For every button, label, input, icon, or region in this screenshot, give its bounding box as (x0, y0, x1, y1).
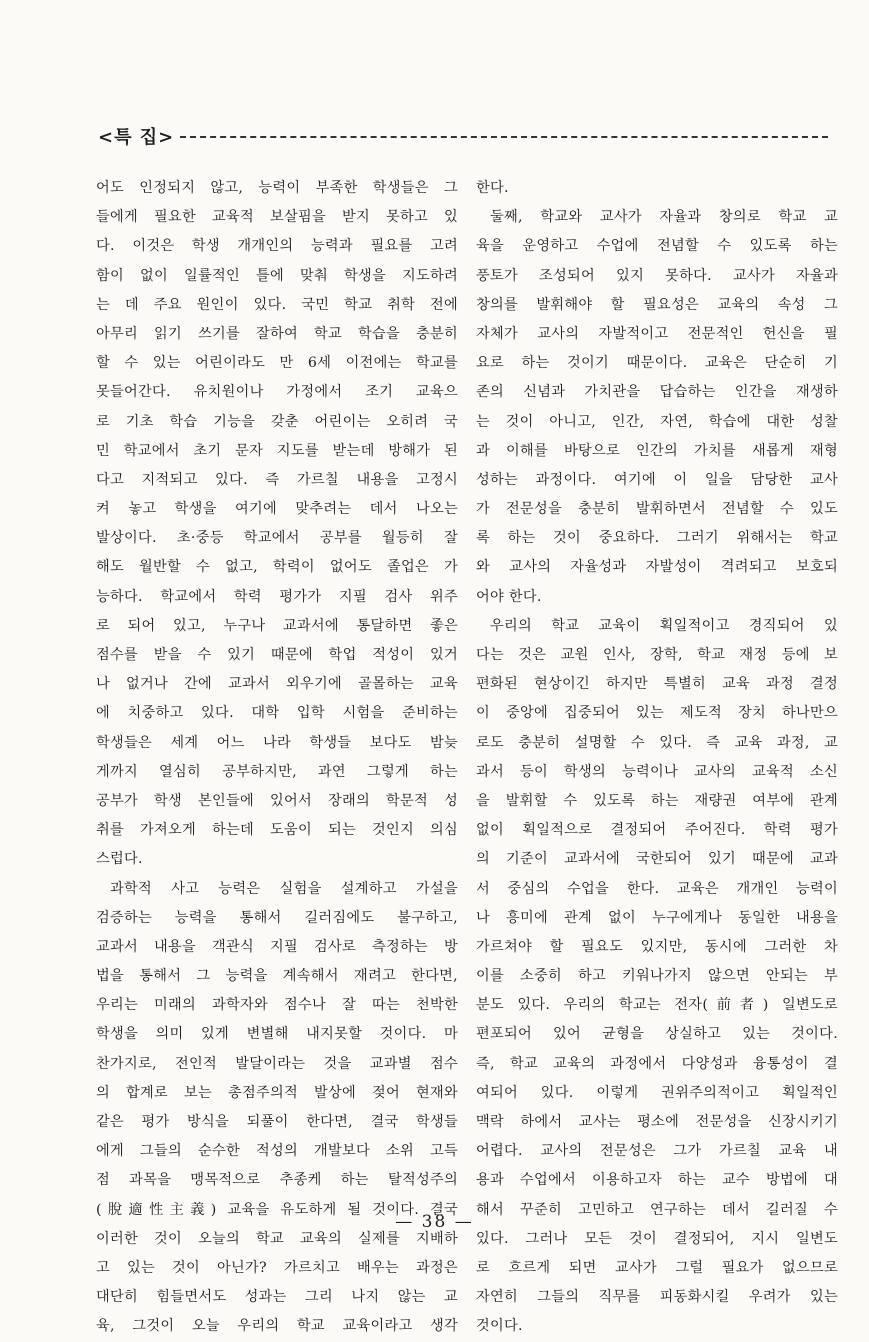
text-line: 로 되어 있고, 누구나 교과서에 통달하면 좋은 (96, 617, 458, 634)
text-line: 창의를 발휘해야 할 필요성은 교육의 속성 그 (476, 296, 838, 313)
text-line: 능하다. 학교에서 학력 평가가 지필 검사 위주 (96, 588, 458, 605)
text-line: 요로 하는 것이기 때문이다. 교육은 단순히 기 (476, 355, 838, 372)
text-line: 어렵다. 교사의 전문성은 그가 가르칠 교육 내 (476, 1143, 838, 1160)
text-line: 학생을 의미 있게 변별해 내지못할 것이다. 마 (96, 1026, 458, 1043)
text-line: 로 흐르게 되면 교사가 그럴 필요가 없으므로 (476, 1259, 838, 1276)
text-line: 의 합계로 보는 총점주의적 발상에 젖어 현재와 (96, 1084, 458, 1101)
dashed-rule (180, 136, 828, 138)
text-line: 할 수 있는 어린이라도 만 6세 이전에는 학교를 (96, 355, 458, 372)
text-line: 육을 운영하고 수업에 전념할 수 있도록 하는 (476, 238, 838, 255)
text-line: 과서 등이 학생의 능력이나 교사의 교육적 소신 (476, 763, 838, 780)
text-line: 것이다. (476, 1318, 523, 1335)
text-line: 로 기초 학습 기능을 갖춘 어린이는 오히려 국 (96, 413, 458, 430)
text-line: 가르쳐야 할 필요도 있지만, 동시에 그러한 차 (476, 938, 838, 955)
text-line: 검증하는 능력을 통해서 길러짐에도 불구하고, (96, 909, 458, 926)
text-line: 다고 지적되고 있다. 즉 가르칠 내용을 고정시 (96, 471, 458, 488)
text-line: 어야 한다. (476, 588, 542, 605)
text-line: 아무리 읽기 쓰기를 잘하여 학교 학습을 충분히 (96, 325, 458, 342)
text-line: 맥락 하에서 교사는 평소에 전문성을 신장시키기 (476, 1114, 838, 1130)
text-line: 와 교사의 자율성과 자발성이 격려되고 보호되 (476, 559, 838, 576)
text-line: 법을 통해서 그 능력을 계속해서 재려고 한다면, (96, 968, 458, 985)
text-line: 대단히 힘들면서도 성과는 그리 나지 않는 교 (96, 1289, 458, 1306)
text-line: 과학적 사고 능력은 실험을 설계하고 가설을 (110, 880, 458, 897)
text-line: 한다. (476, 180, 509, 196)
text-line: 나 흥미에 관계 없이 누구에게나 동일한 내용을 (476, 909, 838, 926)
text-line: 을 발휘할 수 있도록 하는 재량권 여부에 관계 (476, 792, 838, 809)
section-header (98, 124, 828, 148)
text-line: 육, 그것이 오늘 우리의 학교 교육이라고 생각 (96, 1318, 458, 1335)
text-line: 발상이다. 초·중등 학교에서 공부를 월등히 잘 (96, 530, 458, 547)
text-line: 로도 충분히 설명할 수 있다. 즉 교육 과정, 교 (476, 734, 838, 751)
text-line: 이를 소중히 하고 키워나가지 않으면 안되는 부 (476, 968, 838, 985)
text-line: 점 과목을 맹목적으로 추종케 하는 탈적성주의 (96, 1172, 458, 1189)
text-line: 편포되어 있어 균형을 상실하고 있는 것이다. (476, 1026, 838, 1043)
text-line: 고 있는 것이 아닌가? 가르치고 배우는 과정은 (96, 1259, 458, 1276)
text-line: 이러한 것이 오늘의 학교 교육의 실제를 지배하 (96, 1230, 458, 1247)
text-line: 의 기준이 교과서에 국한되어 있기 때문에 교과 (476, 851, 838, 868)
text-line: 즉, 학교 교육의 과정에서 다양성과 융통성이 결 (476, 1055, 838, 1072)
text-line: 점수를 받을 수 있기 때문에 학업 적성이 있거 (96, 647, 458, 663)
text-line: 민 학교에서 초기 문자 지도를 받는데 방해가 된 (96, 442, 458, 459)
text-line: 풍토가 조성되어 있지 못하다. 교사가 자율과 (476, 267, 838, 284)
text-line: 가 전문성을 충분히 발휘하면서 전념할 수 있도 (476, 501, 838, 518)
text-line: 는 것이 아니고, 인간, 자연, 학습에 대한 성찰 (476, 413, 838, 430)
text-line: 공부가 학생 본인들에 있어서 장래의 학문적 성 (96, 792, 458, 809)
text-line: 서 중심의 수업을 한다. 교육은 개개인 능력이 (476, 880, 838, 897)
text-line: 어도 인정되지 않고, 능력이 부족한 학생들은 그 (96, 180, 458, 196)
text-line: 성하는 과정이다. 여기에 이 일을 담당한 교사 (476, 471, 838, 488)
text-line: 용과 수업에서 이용하고자 하는 교수 방법에 대 (476, 1172, 838, 1189)
text-line: 다. 이것은 학생 개개인의 능력과 필요를 고려 (96, 238, 458, 255)
left-column (96, 174, 458, 1342)
text-line: 록 하는 것이 중요하다. 그러기 위해서는 학교 (476, 530, 838, 547)
text-line: 나 없거나 간에 교과서 외우기에 골몰하는 교육 (96, 676, 458, 693)
text-line: 교과서 내용을 객관식 지필 검사로 측정하는 방 (96, 938, 458, 955)
right-column (476, 174, 838, 1342)
text-line: 학생들은 세계 어느 나라 학생들 보다도 밤늦 (96, 734, 458, 751)
text-line: 에 치중하고 있다. 대학 입학 시험을 준비하는 (96, 705, 458, 722)
text-line: 있다. 그러나 모든 것이 결정되어, 지시 일변도 (476, 1230, 838, 1247)
text-line: 찬가지로, 전인적 발달이라는 것을 교과별 점수 (96, 1055, 458, 1072)
text-line: 함이 없이 일률적인 틀에 맞춰 학생을 지도하려 (96, 267, 458, 284)
text-line: 존의 신념과 가치관을 답습하는 인간을 재생하 (476, 384, 838, 401)
text-line: 취를 가져오게 하는데 도움이 되는 것인지 의심 (96, 822, 458, 839)
text-line: 우리는 미래의 과학자와 점수나 잘 따는 천박한 (96, 997, 458, 1014)
text-line: 자체가 교사의 자발적이고 전문적인 헌신을 필 (476, 325, 838, 342)
text-line: 게까지 열심히 공부하지만, 과연 그렇게 하는 (96, 763, 458, 780)
text-line: 다는 것은 교원 인사, 장학, 학교 재정 등에 보 (476, 647, 838, 663)
text-line: 해도 월반할 수 없고, 학력이 없어도 졸업은 가 (96, 559, 458, 576)
text-line: 없이 획일적으로 결정되어 주어진다. 학력 평가 (476, 822, 838, 839)
text-line: 편화된 현상이긴 하지만 특별히 교육 과정 결정 (476, 676, 838, 693)
text-line: 는 데 주요 원인이 있다. 국민 학교 취학 전에 (96, 296, 458, 313)
text-line: 과 이해를 바탕으로 인간의 가치를 새롭게 재형 (476, 442, 838, 459)
text-line: 자연히 그들의 직무를 피동화시킬 우려가 있는 (476, 1289, 838, 1306)
text-line: 해서 꾸준히 고민하고 연구하는 데서 길러질 수 (476, 1201, 838, 1218)
text-line: 같은 평가 방식을 되풀이 한다면, 결국 학생들 (96, 1114, 458, 1130)
text-line: 우리의 학교 교육이 획일적이고 경직되어 있 (490, 617, 838, 634)
text-line: 못들어간다. 유치원이나 가정에서 조기 교육으 (96, 384, 458, 401)
page-number: — 38 — (395, 1212, 474, 1232)
text-line: 여되어 있다. 이렇게 권위주의적이고 획일적인 (476, 1084, 838, 1101)
text-line: 둘째, 학교와 교사가 자율과 창의로 학교 교 (490, 209, 838, 226)
text-line: 스럽다. (96, 851, 143, 868)
text-line: 들에게 필요한 교육적 보살핌을 받지 못하고 있 (96, 209, 458, 226)
text-line: 켜 놓고 학생을 여기에 맞추려는 데서 나오는 (96, 501, 458, 518)
text-line: 에게 그들의 순수한 적성의 개발보다 소위 고득 (96, 1143, 458, 1160)
text-line: 이 중앙에 집중되어 있는 제도적 장치 하나만으 (476, 705, 838, 722)
section-label: <특 집> (98, 127, 175, 148)
text-line: (脫適性主義) 교육을 유도하게 될 것이다. 결국 (96, 1201, 458, 1218)
text-line: 분도 있다. 우리의 학교는 전자(前者) 일변도로 (476, 997, 838, 1014)
